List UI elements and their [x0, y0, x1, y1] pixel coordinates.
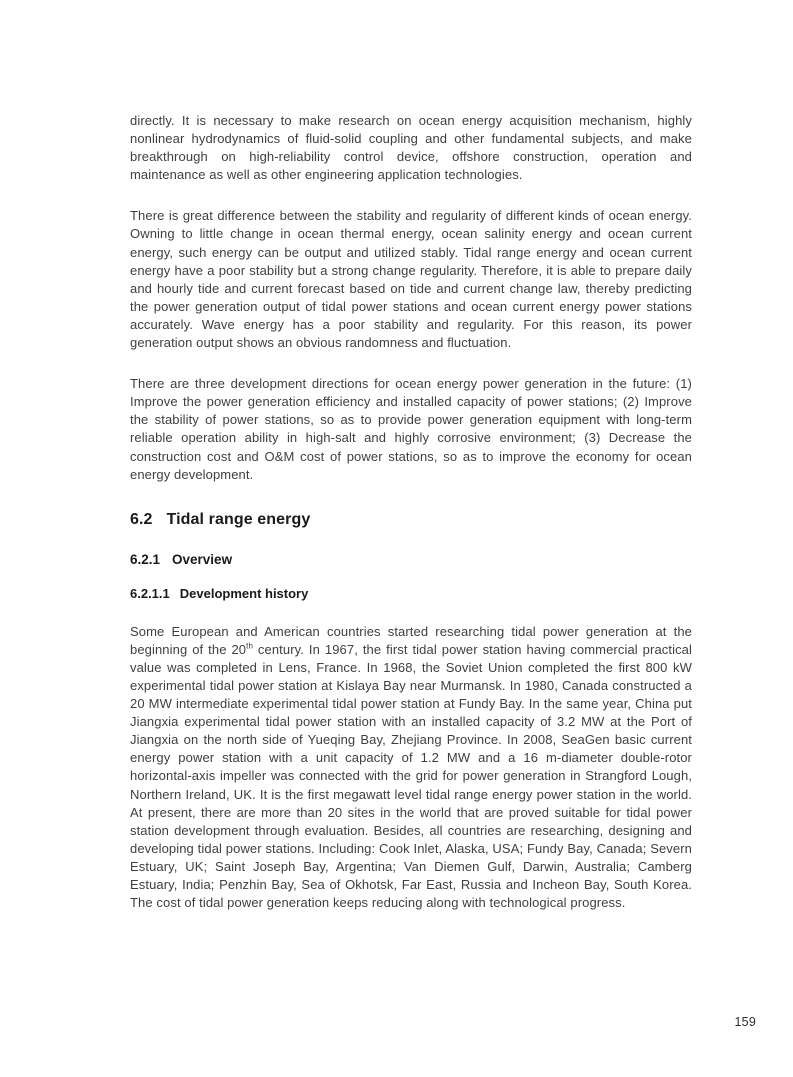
paragraph-stability-regularity: There is great difference between the stability and regularity of different kinds of ocean energy. Owning to little change in ocean thermal energy, ocean salinity energy and ocean current energy, such energy can be output and utilized stably. Tidal range energy and ocean current energy have a poor stability but a strong change regularity. Therefore, it is able to prepare daily and hourly tide and current forecast based on tide and current change law, thereby predicting the power generation output of tidal power stations and ocean current energy power stations accurately. Wave energy has a poor stability and regularity. For this reason, its power generation output shows an obvious randomness and fluctuation.	[130, 208, 692, 351]
text-column	[130, 112, 692, 935]
history-text-before-superscript: Some European and American countries started researching tidal power generation at the beginning of the 20	[130, 623, 692, 657]
subsubsection-heading-development-history	[130, 586, 692, 602]
paragraph-development-history	[130, 623, 692, 913]
section-heading-tidal-range-energy	[130, 510, 692, 530]
subsection-title: Overview	[172, 551, 233, 567]
subsubsection-number: 6.2.1.1	[130, 585, 170, 601]
ordinal-superscript: th	[246, 641, 253, 651]
page-number: 159	[734, 1015, 756, 1029]
history-text-after-superscript: century. In 1967, the first tidal power station having commercial practical value was completed in Lens, France. In 1968, the Soviet Union completed the first 800 kW experimental tidal power station at Kislaya Bay near Murmansk. In 1980, Canada constructed a 20 MW intermediate experimental tidal power station at Fundy Bay. In the same year, China put Jiangxia experimental tidal power station with an installed capacity of 3.2 MW at the Port of Jiangxia on the north side of Yueqing Bay, Zhejiang Province. In 2008, SeaGen basic current energy power station with a unit capacity of 1.2 MW and a 16 m-diameter double-rotor horizontal-axis impeller was connected with the grid for power generation in Strangford Lough, Northern Ireland, UK. It is the first megawatt level tidal range energy power station in the world. At present, there are more than 20 sites in the world that are proved suitable for tidal power station development through evaluation. Besides, all countries are researching, designing and developing tidal power stations. Including: Cook Inlet, Alaska, USA; Fundy Bay, Canada; Severn Estuary, UK; Saint Joseph Bay, Argentina; Van Diemen Gulf, Darwin, Australia; Camberg Estuary, India; Penzhin Bay, Sea of Okhotsk, Far East, Russia and Incheon Bay, South Korea. The cost of tidal power generation keeps reducing along with technological progress.	[130, 641, 692, 911]
section-title: Tidal range energy	[166, 510, 311, 528]
paragraph-development-directions: There are three development directions for ocean energy power generation in the future: (1) Improve the power generation efficiency and installed capacity of power stations; (2) Improve the stability of power stations, so as to provide power generation equipment with long-term reliable operation ability in high-salt and highly corrosive environment; (3) Decrease the construction cost and O&M cost of power stations, so as to improve the economy for ocean energy development.	[130, 376, 692, 482]
paragraph-engineering-technologies: directly. It is necessary to make research on ocean energy acquisition mechanism, highly nonlinear hydrodynamics of fluid-solid coupling and other fundamental subjects, and make breakthrough on high-reliability control device, offshore construction, operation and maintenance as well as other engineering application technologies.	[130, 113, 692, 183]
subsection-heading-overview	[130, 551, 692, 568]
section-number: 6.2	[130, 510, 153, 528]
subsection-number: 6.2.1	[130, 551, 161, 567]
subsubsection-title: Development history	[179, 585, 309, 601]
